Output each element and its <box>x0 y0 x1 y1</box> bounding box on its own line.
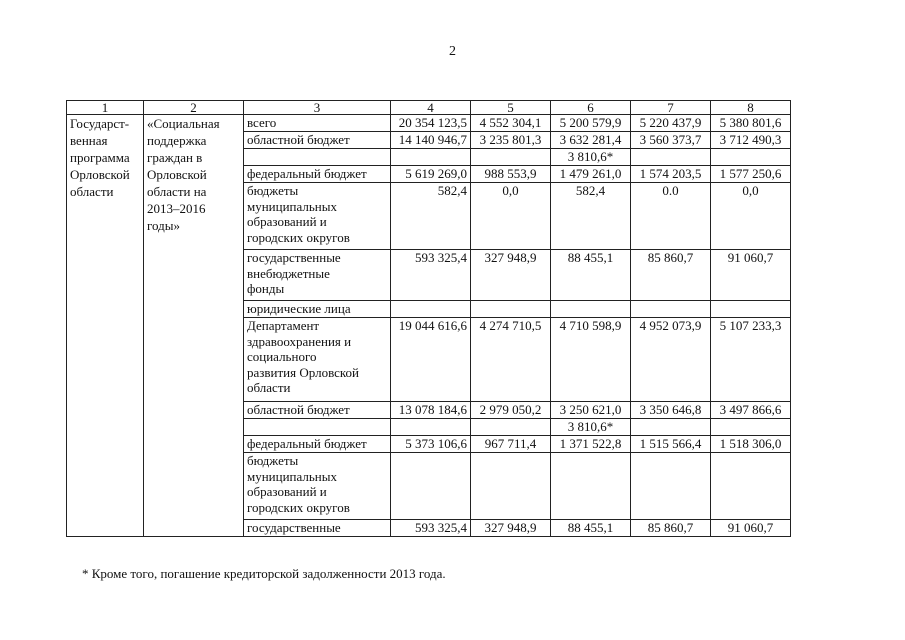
value-cell <box>631 301 711 318</box>
value-cell: 91 060,7 <box>711 520 791 537</box>
column-header: 5 <box>471 101 551 115</box>
value-cell: 5 200 579,9 <box>551 115 631 132</box>
value-cell: 3 632 281,4 <box>551 132 631 149</box>
value-cell: 1 574 203,5 <box>631 166 711 183</box>
value-cell: 0.0 <box>631 183 711 250</box>
value-cell <box>631 419 711 436</box>
footnote: * Кроме того, погашение кредиторской задолженности 2013 года. <box>82 566 446 581</box>
row-label-line: внебюджетные <box>247 265 330 281</box>
value-cell: 1 518 306,0 <box>711 436 791 453</box>
value-cell <box>711 301 791 318</box>
row-label <box>244 132 391 149</box>
value-cell <box>471 149 551 166</box>
program-text-line: «Социальная <box>147 116 220 131</box>
value-cell <box>391 419 471 436</box>
row-label-line: области <box>247 380 291 395</box>
column-header: 8 <box>711 101 791 115</box>
row-label <box>244 402 391 419</box>
row-label-line: муниципальных <box>247 198 338 214</box>
row-label-line: государственные <box>247 520 341 535</box>
value-cell <box>631 453 711 520</box>
value-cell: 5 619 269,0 <box>391 166 471 183</box>
row-label-line: бюджеты <box>247 183 299 198</box>
row-label <box>244 250 391 301</box>
value-cell: 1 515 566,4 <box>631 436 711 453</box>
program-text-line: граждан в <box>147 150 203 165</box>
value-cell: 88 455,1 <box>551 250 631 301</box>
value-cell <box>551 301 631 318</box>
row-label-line: городских округов <box>247 499 350 515</box>
value-cell: 4 274 710,5 <box>471 318 551 402</box>
value-cell: 3 810,6* <box>551 419 631 436</box>
program-text-line: 2013–2016 <box>147 201 206 216</box>
row-label-line: федеральный бюджет <box>247 166 367 181</box>
column-header: 1 <box>67 101 144 115</box>
value-cell: 19 044 616,6 <box>391 318 471 402</box>
value-cell: 3 560 373,7 <box>631 132 711 149</box>
value-cell: 13 078 184,6 <box>391 402 471 419</box>
value-cell: 967 711,4 <box>471 436 551 453</box>
column-header: 7 <box>631 101 711 115</box>
row-label-line: государственные <box>247 250 341 265</box>
row-label <box>244 318 391 402</box>
program-text-line: Орловской <box>147 167 207 182</box>
value-cell: 3 712 490,3 <box>711 132 791 149</box>
row-label <box>244 453 391 520</box>
value-cell <box>391 149 471 166</box>
row-label <box>244 419 391 436</box>
value-cell: 4 552 304,1 <box>471 115 551 132</box>
value-cell <box>711 419 791 436</box>
row-label <box>244 436 391 453</box>
column-header: 6 <box>551 101 631 115</box>
value-cell: 2 979 050,2 <box>471 402 551 419</box>
program-text-line: годы» <box>147 218 180 233</box>
value-cell: 20 354 123,5 <box>391 115 471 132</box>
value-cell: 3 235 801,3 <box>471 132 551 149</box>
program-name-cell <box>144 115 244 537</box>
program-type-cell <box>67 115 144 537</box>
value-cell: 327 948,9 <box>471 520 551 537</box>
row-label-line: федеральный бюджет <box>247 436 367 451</box>
value-cell: 85 860,7 <box>631 250 711 301</box>
value-cell: 5 380 801,6 <box>711 115 791 132</box>
value-cell: 593 325,4 <box>391 250 471 301</box>
value-cell <box>711 149 791 166</box>
value-cell: 5 220 437,9 <box>631 115 711 132</box>
value-cell: 85 860,7 <box>631 520 711 537</box>
value-cell: 3 350 646,8 <box>631 402 711 419</box>
value-cell: 0,0 <box>711 183 791 250</box>
value-cell: 1 371 522,8 <box>551 436 631 453</box>
value-cell: 0,0 <box>471 183 551 250</box>
header-row <box>67 101 791 115</box>
row-label <box>244 166 391 183</box>
value-cell <box>471 419 551 436</box>
program-text-line: Орловской <box>70 167 130 182</box>
value-cell <box>391 301 471 318</box>
value-cell: 88 455,1 <box>551 520 631 537</box>
program-text-line: области <box>70 184 114 199</box>
row-label-line: социального <box>247 349 317 364</box>
table-body <box>67 115 791 537</box>
value-cell: 4 952 073,9 <box>631 318 711 402</box>
value-cell: 3 810,6* <box>551 149 631 166</box>
program-text-line: венная <box>70 133 108 148</box>
value-cell: 5 107 233,3 <box>711 318 791 402</box>
value-cell: 582,4 <box>391 183 471 250</box>
value-cell: 593 325,4 <box>391 520 471 537</box>
row-label-line: развития Орловской <box>247 364 360 380</box>
value-cell: 5 373 106,6 <box>391 436 471 453</box>
column-header: 4 <box>391 101 471 115</box>
budget-table <box>66 100 791 537</box>
row-label <box>244 183 391 250</box>
row-label-line: областной бюджет <box>247 402 350 417</box>
program-text-line: поддержка <box>147 133 207 148</box>
table-row <box>67 115 791 132</box>
row-label-line: здравоохранения и <box>247 333 352 349</box>
value-cell: 3 250 621,0 <box>551 402 631 419</box>
row-label-line: муниципальных <box>247 468 338 484</box>
row-label <box>244 301 391 318</box>
row-label <box>244 149 391 166</box>
row-label-line: образований и <box>247 214 327 229</box>
row-label-line: фонды <box>247 281 285 296</box>
row-label-line: юридические лица <box>247 301 351 316</box>
value-cell: 91 060,7 <box>711 250 791 301</box>
value-cell <box>631 149 711 166</box>
row-label <box>244 115 391 132</box>
row-label <box>244 520 391 537</box>
value-cell: 988 553,9 <box>471 166 551 183</box>
program-text-line: области на <box>147 184 207 199</box>
value-cell <box>551 453 631 520</box>
value-cell <box>391 453 471 520</box>
row-label-line: всего <box>247 115 277 130</box>
page-number: 2 <box>449 44 456 59</box>
column-header: 3 <box>244 101 391 115</box>
row-label-line: образований и <box>247 484 327 499</box>
value-cell: 14 140 946,7 <box>391 132 471 149</box>
value-cell: 1 577 250,6 <box>711 166 791 183</box>
program-text-line: Государст- <box>70 116 130 131</box>
value-cell <box>471 301 551 318</box>
row-label-line: областной бюджет <box>247 132 350 147</box>
value-cell: 582,4 <box>551 183 631 250</box>
row-label-line: бюджеты <box>247 453 299 468</box>
value-cell: 1 479 261,0 <box>551 166 631 183</box>
program-text-line: программа <box>70 150 130 165</box>
column-header: 2 <box>144 101 244 115</box>
value-cell <box>711 453 791 520</box>
value-cell <box>471 453 551 520</box>
row-label-line: городских округов <box>247 229 350 245</box>
value-cell: 327 948,9 <box>471 250 551 301</box>
row-label-line: Департамент <box>247 318 320 333</box>
value-cell: 4 710 598,9 <box>551 318 631 402</box>
value-cell: 3 497 866,6 <box>711 402 791 419</box>
